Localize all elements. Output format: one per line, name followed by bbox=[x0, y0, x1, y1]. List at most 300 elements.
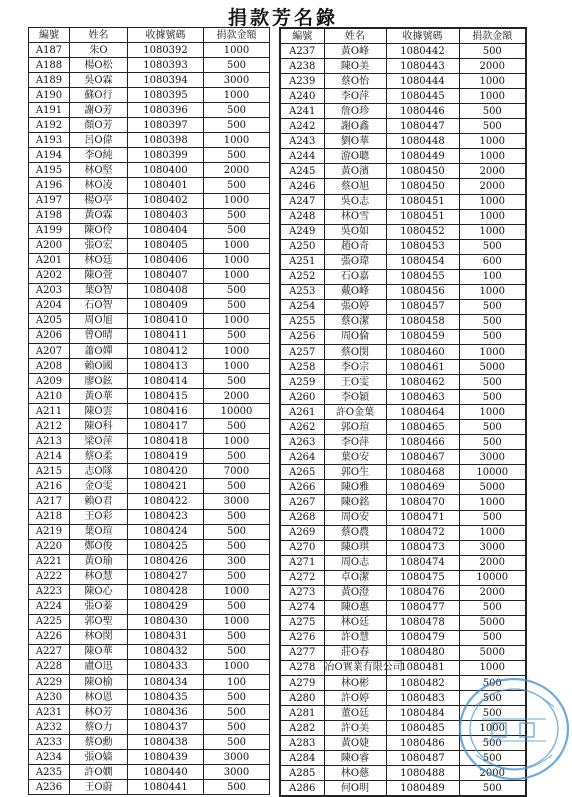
table-row bbox=[280, 630, 526, 645]
table-row bbox=[29, 675, 270, 690]
cell-id: A242 bbox=[280, 119, 324, 134]
cell-name: 周O安 bbox=[324, 510, 386, 525]
cell-name: 周O志 bbox=[324, 555, 386, 570]
cell-id: A219 bbox=[29, 524, 70, 539]
cell-id: A228 bbox=[29, 659, 70, 674]
cell-id: A198 bbox=[29, 208, 70, 223]
table-row bbox=[29, 644, 270, 659]
cell-id: A227 bbox=[29, 644, 70, 659]
cell-receipt: 1080401 bbox=[128, 178, 204, 193]
cell-id: A268 bbox=[280, 510, 324, 525]
cell-receipt: 1080416 bbox=[128, 404, 204, 419]
cell-receipt: 1080461 bbox=[386, 360, 459, 375]
cell-amount: 500 bbox=[204, 118, 270, 133]
cell-amount: 500 bbox=[459, 630, 526, 645]
table-row bbox=[29, 419, 270, 434]
cell-id: A190 bbox=[29, 88, 70, 103]
cell-amount: 5000 bbox=[459, 645, 526, 660]
table-row bbox=[29, 539, 270, 554]
cell-amount: 1000 bbox=[204, 313, 270, 328]
cell-id: A230 bbox=[29, 690, 70, 705]
cell-receipt: 1080458 bbox=[386, 314, 459, 329]
cell-amount: 500 bbox=[204, 419, 270, 434]
cell-name: 林O慈 bbox=[324, 766, 386, 781]
cell-id: A281 bbox=[280, 706, 324, 721]
cell-amount: 10000 bbox=[459, 465, 526, 480]
table-row bbox=[29, 629, 270, 644]
cell-id: A277 bbox=[280, 645, 324, 660]
cell-amount: 10000 bbox=[459, 570, 526, 585]
cell-name: 李O宗 bbox=[324, 360, 386, 375]
cell-amount: 5000 bbox=[459, 615, 526, 630]
cell-name: 楊O亭 bbox=[70, 193, 128, 208]
table-row bbox=[29, 359, 270, 374]
table-row bbox=[280, 179, 526, 194]
cell-id: A222 bbox=[29, 569, 70, 584]
cell-name: 金O雯 bbox=[70, 479, 128, 494]
cell-name: 周O倫 bbox=[324, 329, 386, 344]
cell-receipt: 1080427 bbox=[128, 569, 204, 584]
table-row bbox=[29, 780, 270, 795]
cell-name: 顏O芳 bbox=[70, 118, 128, 133]
table-row bbox=[280, 540, 526, 555]
cell-id: A236 bbox=[29, 780, 70, 795]
cell-amount: 3000 bbox=[459, 450, 526, 465]
table-row bbox=[29, 43, 270, 58]
table-row bbox=[29, 313, 270, 328]
cell-receipt: 1080454 bbox=[386, 254, 459, 269]
cell-receipt: 1080396 bbox=[128, 103, 204, 118]
cell-receipt: 1080488 bbox=[386, 766, 459, 781]
table-row bbox=[280, 600, 526, 615]
table-row bbox=[280, 555, 526, 570]
cell-receipt: 1080455 bbox=[386, 269, 459, 284]
table-row bbox=[29, 148, 270, 163]
cell-id: A196 bbox=[29, 178, 70, 193]
cell-receipt: 1080424 bbox=[128, 524, 204, 539]
cell-name: 林O堅 bbox=[70, 163, 128, 178]
cell-id: A218 bbox=[29, 509, 70, 524]
cell-id: A226 bbox=[29, 629, 70, 644]
cell-name: 許O婷 bbox=[324, 691, 386, 706]
cell-name: 謝O鑫 bbox=[324, 119, 386, 134]
cell-id: A273 bbox=[280, 585, 324, 600]
cell-id: A213 bbox=[29, 434, 70, 449]
cell-amount: 500 bbox=[204, 58, 270, 73]
cell-amount: 1000 bbox=[459, 721, 526, 736]
cell-name: 志O隊 bbox=[70, 464, 128, 479]
cell-id: A261 bbox=[280, 405, 324, 420]
cell-name: 林O恩 bbox=[70, 690, 128, 705]
cell-id: A220 bbox=[29, 539, 70, 554]
cell-id: A267 bbox=[280, 495, 324, 510]
cell-id: A241 bbox=[280, 104, 324, 119]
cell-receipt: 1080447 bbox=[386, 119, 459, 134]
cell-amount: 1000 bbox=[459, 209, 526, 224]
cell-amount: 2000 bbox=[459, 766, 526, 781]
seal-stamp bbox=[452, 667, 572, 787]
cell-receipt: 1080459 bbox=[386, 329, 459, 344]
cell-id: A229 bbox=[29, 675, 70, 690]
cell-name: 蔡O潔 bbox=[324, 314, 386, 329]
cell-name: 林O慧 bbox=[70, 569, 128, 584]
cell-amount: 1000 bbox=[204, 253, 270, 268]
cell-name: 郭O瑄 bbox=[324, 420, 386, 435]
cell-receipt: 1080485 bbox=[386, 721, 459, 736]
cell-amount: 500 bbox=[204, 629, 270, 644]
cell-id: A285 bbox=[280, 766, 324, 781]
cell-amount: 3000 bbox=[204, 494, 270, 509]
cell-name: 賴O國 bbox=[70, 359, 128, 374]
table-row bbox=[280, 495, 526, 510]
cell-id: A272 bbox=[280, 570, 324, 585]
table-header-row bbox=[29, 28, 270, 43]
table-row bbox=[29, 584, 270, 599]
cell-id: A193 bbox=[29, 133, 70, 148]
cell-amount: 500 bbox=[459, 329, 526, 344]
cell-amount: 500 bbox=[459, 299, 526, 314]
cell-receipt: 1080399 bbox=[128, 148, 204, 163]
cell-id: A265 bbox=[280, 465, 324, 480]
cell-receipt: 1080464 bbox=[386, 405, 459, 420]
table-row bbox=[29, 389, 270, 404]
table-row bbox=[29, 599, 270, 614]
cell-name: 許O慧 bbox=[324, 630, 386, 645]
table-row bbox=[29, 253, 270, 268]
cell-id: A189 bbox=[29, 73, 70, 88]
cell-amount: 500 bbox=[204, 780, 270, 795]
table-row bbox=[280, 194, 526, 209]
cell-amount: 1000 bbox=[459, 344, 526, 359]
cell-receipt: 1080481 bbox=[386, 660, 459, 675]
cell-id: A238 bbox=[280, 59, 324, 74]
cell-receipt: 1080438 bbox=[128, 735, 204, 750]
cell-amount: 5000 bbox=[459, 360, 526, 375]
table-row bbox=[29, 208, 270, 223]
table-row bbox=[280, 224, 526, 239]
cell-id: A258 bbox=[280, 360, 324, 375]
table-row bbox=[29, 614, 270, 629]
cell-receipt: 1080392 bbox=[128, 43, 204, 58]
cell-receipt: 1080452 bbox=[386, 224, 459, 239]
cell-receipt: 1080426 bbox=[128, 554, 204, 569]
cell-name: 陳O科 bbox=[70, 419, 128, 434]
cell-amount: 3000 bbox=[204, 765, 270, 780]
table-row bbox=[29, 479, 270, 494]
cell-receipt: 1080398 bbox=[128, 133, 204, 148]
cell-receipt: 1080451 bbox=[386, 194, 459, 209]
cell-id: A254 bbox=[280, 299, 324, 314]
cell-id: A232 bbox=[29, 720, 70, 735]
cell-receipt: 1080489 bbox=[386, 781, 459, 797]
cell-name: 黃O霖 bbox=[70, 208, 128, 223]
cell-receipt: 1080397 bbox=[128, 118, 204, 133]
cell-receipt: 1080429 bbox=[128, 599, 204, 614]
cell-id: A195 bbox=[29, 163, 70, 178]
cell-name: 游O聰 bbox=[324, 149, 386, 164]
cell-id: A237 bbox=[280, 44, 324, 59]
cell-name: 陳O琪 bbox=[324, 540, 386, 555]
cell-receipt: 1080414 bbox=[128, 374, 204, 389]
cell-receipt: 1080479 bbox=[386, 630, 459, 645]
table-row bbox=[29, 509, 270, 524]
cell-id: A187 bbox=[29, 43, 70, 58]
cell-receipt: 1080483 bbox=[386, 691, 459, 706]
cell-id: A233 bbox=[29, 735, 70, 750]
table-row bbox=[29, 449, 270, 464]
cell-receipt: 1080450 bbox=[386, 164, 459, 179]
cell-amount: 500 bbox=[204, 720, 270, 735]
cell-name: 蕭O嬋 bbox=[70, 343, 128, 358]
cell-receipt: 1080441 bbox=[128, 780, 204, 795]
table-row bbox=[29, 328, 270, 343]
cell-name: 李O純 bbox=[70, 148, 128, 163]
cell-receipt: 1080400 bbox=[128, 163, 204, 178]
cell-name: 吳O霖 bbox=[70, 73, 128, 88]
cell-receipt: 1080410 bbox=[128, 313, 204, 328]
cell-name: 蔡O勳 bbox=[70, 735, 128, 750]
cell-name: 葉O瑄 bbox=[70, 524, 128, 539]
cell-name: 蔡O力 bbox=[70, 720, 128, 735]
cell-name: 張O嫱 bbox=[70, 750, 128, 765]
cell-amount: 500 bbox=[459, 119, 526, 134]
cell-amount: 500 bbox=[204, 599, 270, 614]
cell-id: A247 bbox=[280, 194, 324, 209]
table-row bbox=[29, 298, 270, 313]
cell-receipt: 1080448 bbox=[386, 134, 459, 149]
table-row bbox=[29, 73, 270, 88]
cell-receipt: 1080482 bbox=[386, 676, 459, 691]
cell-name: 趙O奇 bbox=[324, 239, 386, 254]
cell-receipt: 1080413 bbox=[128, 359, 204, 374]
cell-amount: 500 bbox=[204, 690, 270, 705]
table-row bbox=[280, 134, 526, 149]
cell-amount: 500 bbox=[204, 539, 270, 554]
cell-name: 陳O萱 bbox=[70, 268, 128, 283]
cell-id: A253 bbox=[280, 284, 324, 299]
cell-amount: 2000 bbox=[459, 59, 526, 74]
cell-name: 董O廷 bbox=[324, 706, 386, 721]
table-row bbox=[29, 103, 270, 118]
table-row bbox=[29, 268, 270, 283]
table-row bbox=[29, 193, 270, 208]
cell-amount: 500 bbox=[459, 44, 526, 59]
cell-receipt: 1080487 bbox=[386, 751, 459, 766]
cell-id: A269 bbox=[280, 525, 324, 540]
cell-id: A239 bbox=[280, 74, 324, 89]
cell-name: 張O瑋 bbox=[324, 254, 386, 269]
cell-receipt: 1080468 bbox=[386, 465, 459, 480]
cell-id: A278 bbox=[280, 660, 324, 675]
cell-receipt: 1080469 bbox=[386, 480, 459, 495]
cell-receipt: 1080445 bbox=[386, 89, 459, 104]
cell-name: 許O嫺 bbox=[70, 765, 128, 780]
cell-name: 陳O惠 bbox=[324, 600, 386, 615]
cell-id: A201 bbox=[29, 253, 70, 268]
cell-name: 郭O聖 bbox=[70, 614, 128, 629]
cell-id: A191 bbox=[29, 103, 70, 118]
cell-amount: 500 bbox=[204, 735, 270, 750]
cell-id: A235 bbox=[29, 765, 70, 780]
table-row bbox=[29, 494, 270, 509]
cell-name: 謝O芳 bbox=[70, 103, 128, 118]
cell-amount: 500 bbox=[204, 298, 270, 313]
table-row bbox=[280, 465, 526, 480]
cell-id: A283 bbox=[280, 736, 324, 751]
cell-id: A248 bbox=[280, 209, 324, 224]
cell-id: A249 bbox=[280, 224, 324, 239]
cell-receipt: 1080411 bbox=[128, 328, 204, 343]
table-row bbox=[29, 720, 270, 735]
cell-amount: 500 bbox=[459, 420, 526, 435]
table-row bbox=[280, 435, 526, 450]
cell-name: 許O美 bbox=[324, 721, 386, 736]
donor-table-left bbox=[28, 27, 270, 795]
cell-name: 許O金葉 bbox=[324, 405, 386, 420]
table-row bbox=[29, 374, 270, 389]
cell-id: A252 bbox=[280, 269, 324, 284]
cell-amount: 1000 bbox=[204, 584, 270, 599]
cell-id: A231 bbox=[29, 705, 70, 720]
cell-receipt: 1080474 bbox=[386, 555, 459, 570]
cell-amount: 500 bbox=[459, 375, 526, 390]
cell-name: 卓O潔 bbox=[324, 570, 386, 585]
cell-receipt: 1080463 bbox=[386, 390, 459, 405]
cell-receipt: 1080428 bbox=[128, 584, 204, 599]
table-row bbox=[29, 569, 270, 584]
cell-name: 石O嘉 bbox=[324, 269, 386, 284]
cell-id: A194 bbox=[29, 148, 70, 163]
cell-name: 張O蓁 bbox=[70, 599, 128, 614]
cell-id: A275 bbox=[280, 615, 324, 630]
cell-name: 黃O濱 bbox=[324, 164, 386, 179]
cell-name: 呂O偉 bbox=[70, 133, 128, 148]
header-receipt: 收據號碼 bbox=[128, 28, 204, 43]
cell-id: A240 bbox=[280, 89, 324, 104]
cell-amount: 500 bbox=[204, 148, 270, 163]
cell-receipt: 1080437 bbox=[128, 720, 204, 735]
cell-amount: 500 bbox=[459, 781, 526, 797]
cell-name: 陳O伶 bbox=[70, 223, 128, 238]
table-row bbox=[280, 375, 526, 390]
cell-name: 賴O君 bbox=[70, 494, 128, 509]
table-row bbox=[280, 329, 526, 344]
cell-name: 林O廷 bbox=[70, 253, 128, 268]
cell-receipt: 1080471 bbox=[386, 510, 459, 525]
cell-name: 張O宏 bbox=[70, 238, 128, 253]
cell-amount: 500 bbox=[459, 736, 526, 751]
cell-amount: 500 bbox=[204, 524, 270, 539]
table-row bbox=[280, 525, 526, 540]
cell-amount: 1000 bbox=[204, 238, 270, 253]
cell-amount: 10000 bbox=[204, 404, 270, 419]
cell-name: 陳O雲 bbox=[70, 404, 128, 419]
table-row bbox=[280, 344, 526, 359]
cell-name: 林O芳 bbox=[70, 705, 128, 720]
table-row bbox=[29, 554, 270, 569]
cell-amount: 2000 bbox=[204, 389, 270, 404]
cell-amount: 500 bbox=[459, 676, 526, 691]
table-row bbox=[29, 133, 270, 148]
table-row bbox=[280, 510, 526, 525]
cell-amount: 1000 bbox=[459, 74, 526, 89]
cell-receipt: 1080466 bbox=[386, 435, 459, 450]
table-row bbox=[280, 299, 526, 314]
cell-id: A192 bbox=[29, 118, 70, 133]
cell-name: 何O明 bbox=[324, 781, 386, 797]
cell-receipt: 1080417 bbox=[128, 419, 204, 434]
table-row bbox=[280, 615, 526, 630]
cell-amount: 500 bbox=[204, 449, 270, 464]
cell-receipt: 1080402 bbox=[128, 193, 204, 208]
cell-amount: 3000 bbox=[204, 73, 270, 88]
cell-receipt: 1080431 bbox=[128, 629, 204, 644]
cell-receipt: 1080446 bbox=[386, 104, 459, 119]
cell-amount: 1000 bbox=[459, 224, 526, 239]
table-row bbox=[280, 209, 526, 224]
cell-name: 黃O澄 bbox=[324, 585, 386, 600]
cell-amount: 1000 bbox=[204, 268, 270, 283]
cell-receipt: 1080453 bbox=[386, 239, 459, 254]
cell-id: A274 bbox=[280, 600, 324, 615]
cell-amount: 3000 bbox=[204, 750, 270, 765]
cell-amount: 500 bbox=[459, 435, 526, 450]
cell-amount: 500 bbox=[204, 103, 270, 118]
table-row bbox=[29, 750, 270, 765]
cell-receipt: 1080450 bbox=[386, 179, 459, 194]
cell-id: A211 bbox=[29, 404, 70, 419]
cell-amount: 300 bbox=[204, 554, 270, 569]
table-row bbox=[280, 314, 526, 329]
cell-id: A209 bbox=[29, 374, 70, 389]
cell-id: A276 bbox=[280, 630, 324, 645]
cell-amount: 1000 bbox=[204, 133, 270, 148]
cell-name: 曾O晴 bbox=[70, 328, 128, 343]
cell-amount: 1000 bbox=[204, 614, 270, 629]
table-row bbox=[280, 119, 526, 134]
cell-receipt: 1080475 bbox=[386, 570, 459, 585]
cell-receipt: 1080430 bbox=[128, 614, 204, 629]
cell-name: 黃O華 bbox=[70, 389, 128, 404]
cell-receipt: 1080443 bbox=[386, 59, 459, 74]
cell-name: 蔡O農 bbox=[324, 525, 386, 540]
cell-receipt: 1080412 bbox=[128, 343, 204, 358]
cell-amount: 500 bbox=[459, 104, 526, 119]
cell-amount: 1000 bbox=[204, 193, 270, 208]
cell-receipt: 1080406 bbox=[128, 253, 204, 268]
cell-name: 周O旭 bbox=[70, 313, 128, 328]
cell-receipt: 1080419 bbox=[128, 449, 204, 464]
cell-name: 梁O萍 bbox=[70, 434, 128, 449]
cell-amount: 1000 bbox=[459, 660, 526, 675]
cell-id: A197 bbox=[29, 193, 70, 208]
table-row bbox=[29, 404, 270, 419]
cell-receipt: 1080394 bbox=[128, 73, 204, 88]
cell-receipt: 1080393 bbox=[128, 58, 204, 73]
cell-id: A270 bbox=[280, 540, 324, 555]
cell-amount: 500 bbox=[204, 328, 270, 343]
table-row bbox=[280, 405, 526, 420]
cell-name: 蔡O怡 bbox=[324, 74, 386, 89]
cell-name: 林O閔 bbox=[70, 629, 128, 644]
cell-name: 陳O銘 bbox=[324, 495, 386, 510]
cell-id: A223 bbox=[29, 584, 70, 599]
cell-receipt: 1080467 bbox=[386, 450, 459, 465]
table-row bbox=[280, 570, 526, 585]
table-row bbox=[29, 735, 270, 750]
cell-id: A216 bbox=[29, 479, 70, 494]
table-row bbox=[280, 239, 526, 254]
